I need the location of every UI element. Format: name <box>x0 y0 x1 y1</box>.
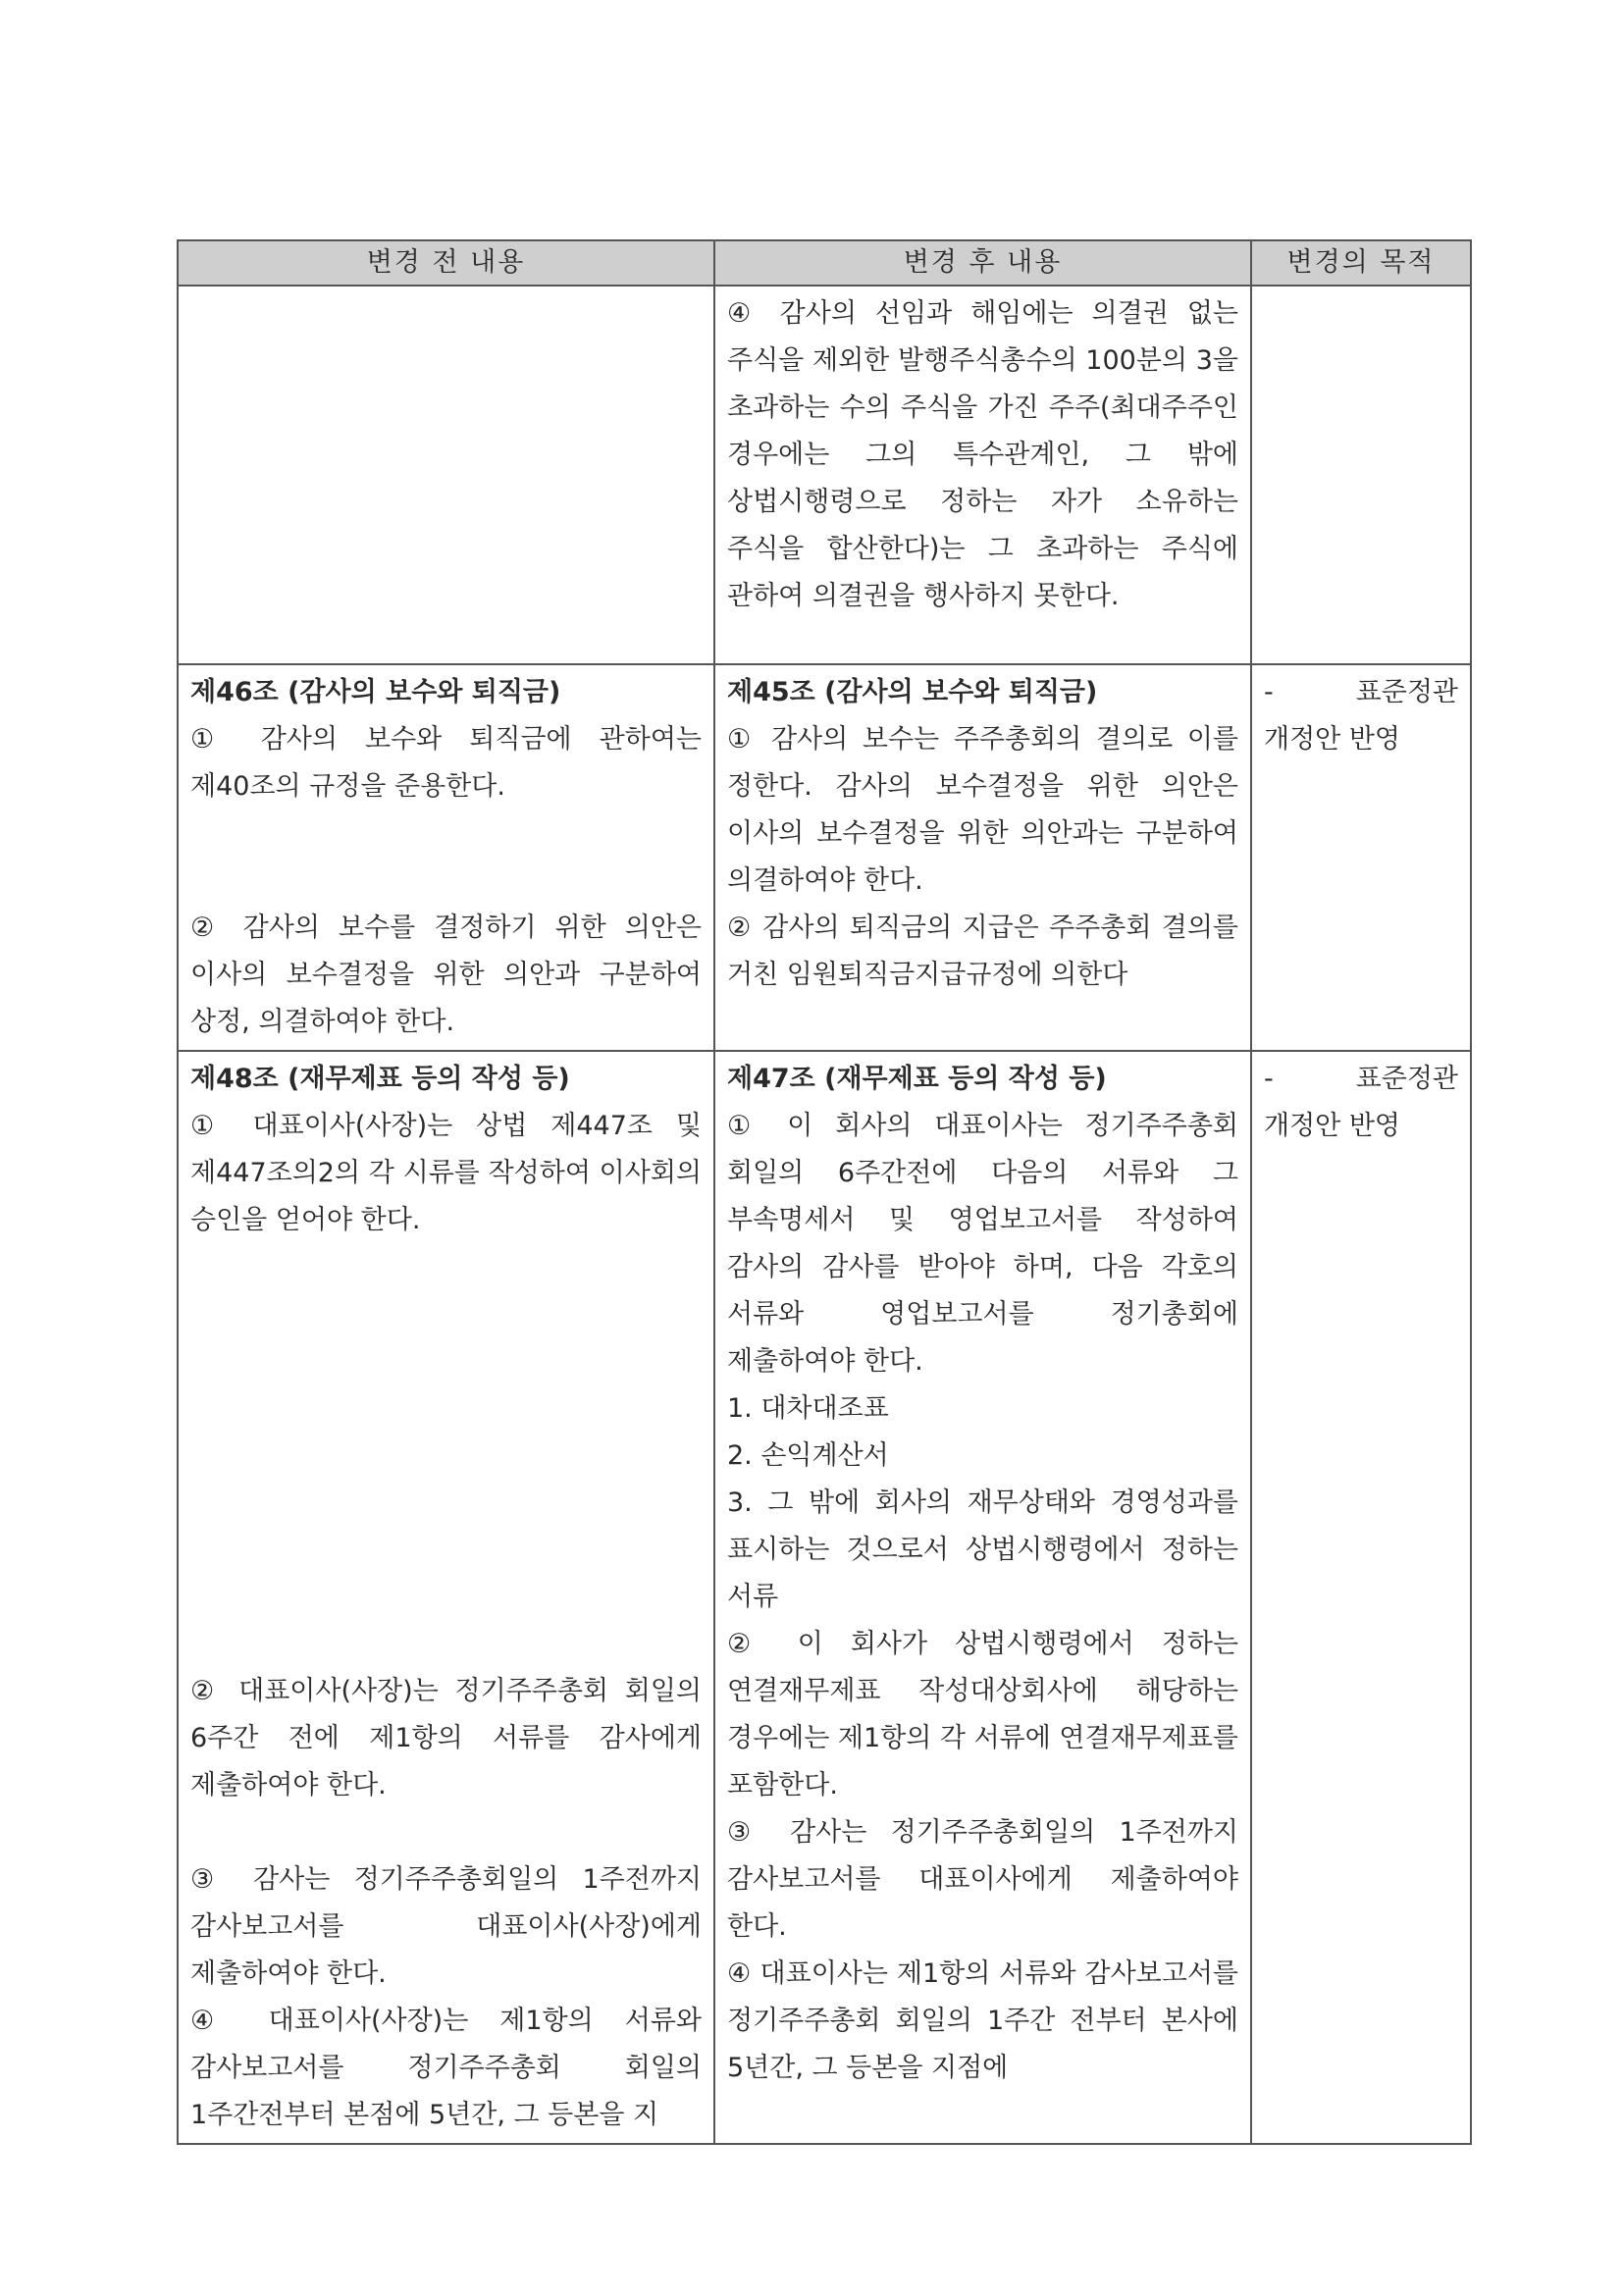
article-title: 제47조 (재무제표 등의 작성 등) <box>727 1064 1107 1094</box>
article-title: 제46조 (감사의 보수와 퇴직금) <box>190 677 561 707</box>
article-paragraph: ① 감사의 보수와 퇴직금에 관하여는 제40조의 규정을 준용한다. <box>190 724 702 802</box>
purpose-text: - 표준정관 개정안 반영 <box>1264 1064 1458 1141</box>
article-paragraph: ② 이 회사가 상법시행령에서 정하는 연결재무제표 작성대상회사에 해당하는 경우에는 제1항의 각 서류에 연결재무제표를 포함한다. <box>727 1629 1238 1800</box>
table-header-row <box>178 240 1471 286</box>
article-title: 제48조 (재무제표 등의 작성 등) <box>190 1064 570 1094</box>
cell-after <box>714 664 1251 1051</box>
article-paragraph: ② 감사의 보수를 결정하기 위한 의안은 이사의 보수결정을 위한 의안과 구분하여 상정, 의결하여야 한다. <box>190 913 702 1037</box>
spacer <box>190 1809 702 1856</box>
article-paragraph: ④ 감사의 선임과 해임에는 의결권 없는 주식을 제외한 발행주식총수의 100분의 3을 초과하는 수의 주식을 가진 주주(최대주주인 경우에는 그의 특수관계인, 그 밖에 상법시행령으로 정하는 자가 소유하는 주식을 합산한다)는 그 초과하는 주식에 관하여 의결권을 행사하지 못한다. <box>727 298 1238 611</box>
article-paragraph: ② 감사의 퇴직금의 지급은 주주총회 결의를 거친 임원퇴직금지급규정에 의한다 <box>727 913 1238 990</box>
list-item: 3. 그 밖에 회사의 재무상태와 경영성과를 표시하는 것으로서 상법시행령에서 정하는 서류 <box>727 1487 1238 1612</box>
article-paragraph: ① 이 회사의 대표이사는 정기주주총회 회일의 6주간전에 다음의 서류와 그 부속명세서 및 영업보고서를 작성하여 감사의 감사를 받아야 하며, 다음 각호의 서류와 영업보고서를 정기총회에 제출하여야 한다. <box>727 1111 1238 1377</box>
cell-before <box>178 1051 714 2144</box>
article-paragraph: ④ 대표이사(사장)는 제1항의 서류와 감사보고서를 정기주주총회 회일의 1주간전부터 본점에 5년간, 그 등본을 지 <box>190 2006 702 2130</box>
article-title: 제45조 (감사의 보수와 퇴직금) <box>727 677 1098 707</box>
header-purpose: 변경의 목적 <box>1251 240 1471 286</box>
spacer <box>190 1244 702 1668</box>
cell-before <box>178 286 714 664</box>
purpose-text: - 표준정관 개정안 반영 <box>1264 677 1458 755</box>
list-item: 1. 대차대조표 <box>727 1393 889 1424</box>
cell-before <box>178 664 714 1051</box>
header-after: 변경 후 내용 <box>714 240 1251 286</box>
spacer <box>190 810 702 905</box>
cell-purpose <box>1251 664 1471 1051</box>
cell-purpose <box>1251 1051 1471 2144</box>
table-row <box>178 664 1471 1051</box>
header-before: 변경 전 내용 <box>178 240 714 286</box>
article-paragraph: ③ 감사는 정기주주총회일의 1주전까지 감사보고서를 대표이사(사장)에게 제출하여야 한다. <box>190 1864 702 1989</box>
cell-after <box>714 1051 1251 2144</box>
article-paragraph: ④ 대표이사는 제1항의 서류와 감사보고서를 정기주주총회 회일의 1주간 전부터 본사에 5년간, 그 등본을 지점에 <box>727 1958 1238 2083</box>
list-item: 2. 손익계산서 <box>727 1440 889 1471</box>
article-paragraph: ① 감사의 보수는 주주총회의 결의로 이를 정한다. 감사의 보수결정을 위한 의안은 이사의 보수결정을 위한 의안과는 구분하여 의결하여야 한다. <box>727 724 1238 896</box>
article-paragraph: ① 대표이사(사장)는 상법 제447조 및 제447조의2의 각 시류를 작성하여 이사회의 승인을 얻어야 한다. <box>190 1111 702 1235</box>
table-row <box>178 286 1471 664</box>
amendment-comparison-table <box>177 239 1472 2145</box>
table-row <box>178 1051 1471 2144</box>
cell-purpose <box>1251 286 1471 664</box>
cell-after <box>714 286 1251 664</box>
article-paragraph: ③ 감사는 정기주주총회일의 1주전까지 감사보고서를 대표이사에게 제출하여야 한다. <box>727 1817 1238 1942</box>
article-paragraph: ② 대표이사(사장)는 정기주주총회 회일의 6주간 전에 제1항의 서류를 감사에게 제출하여야 한다. <box>190 1676 702 1800</box>
